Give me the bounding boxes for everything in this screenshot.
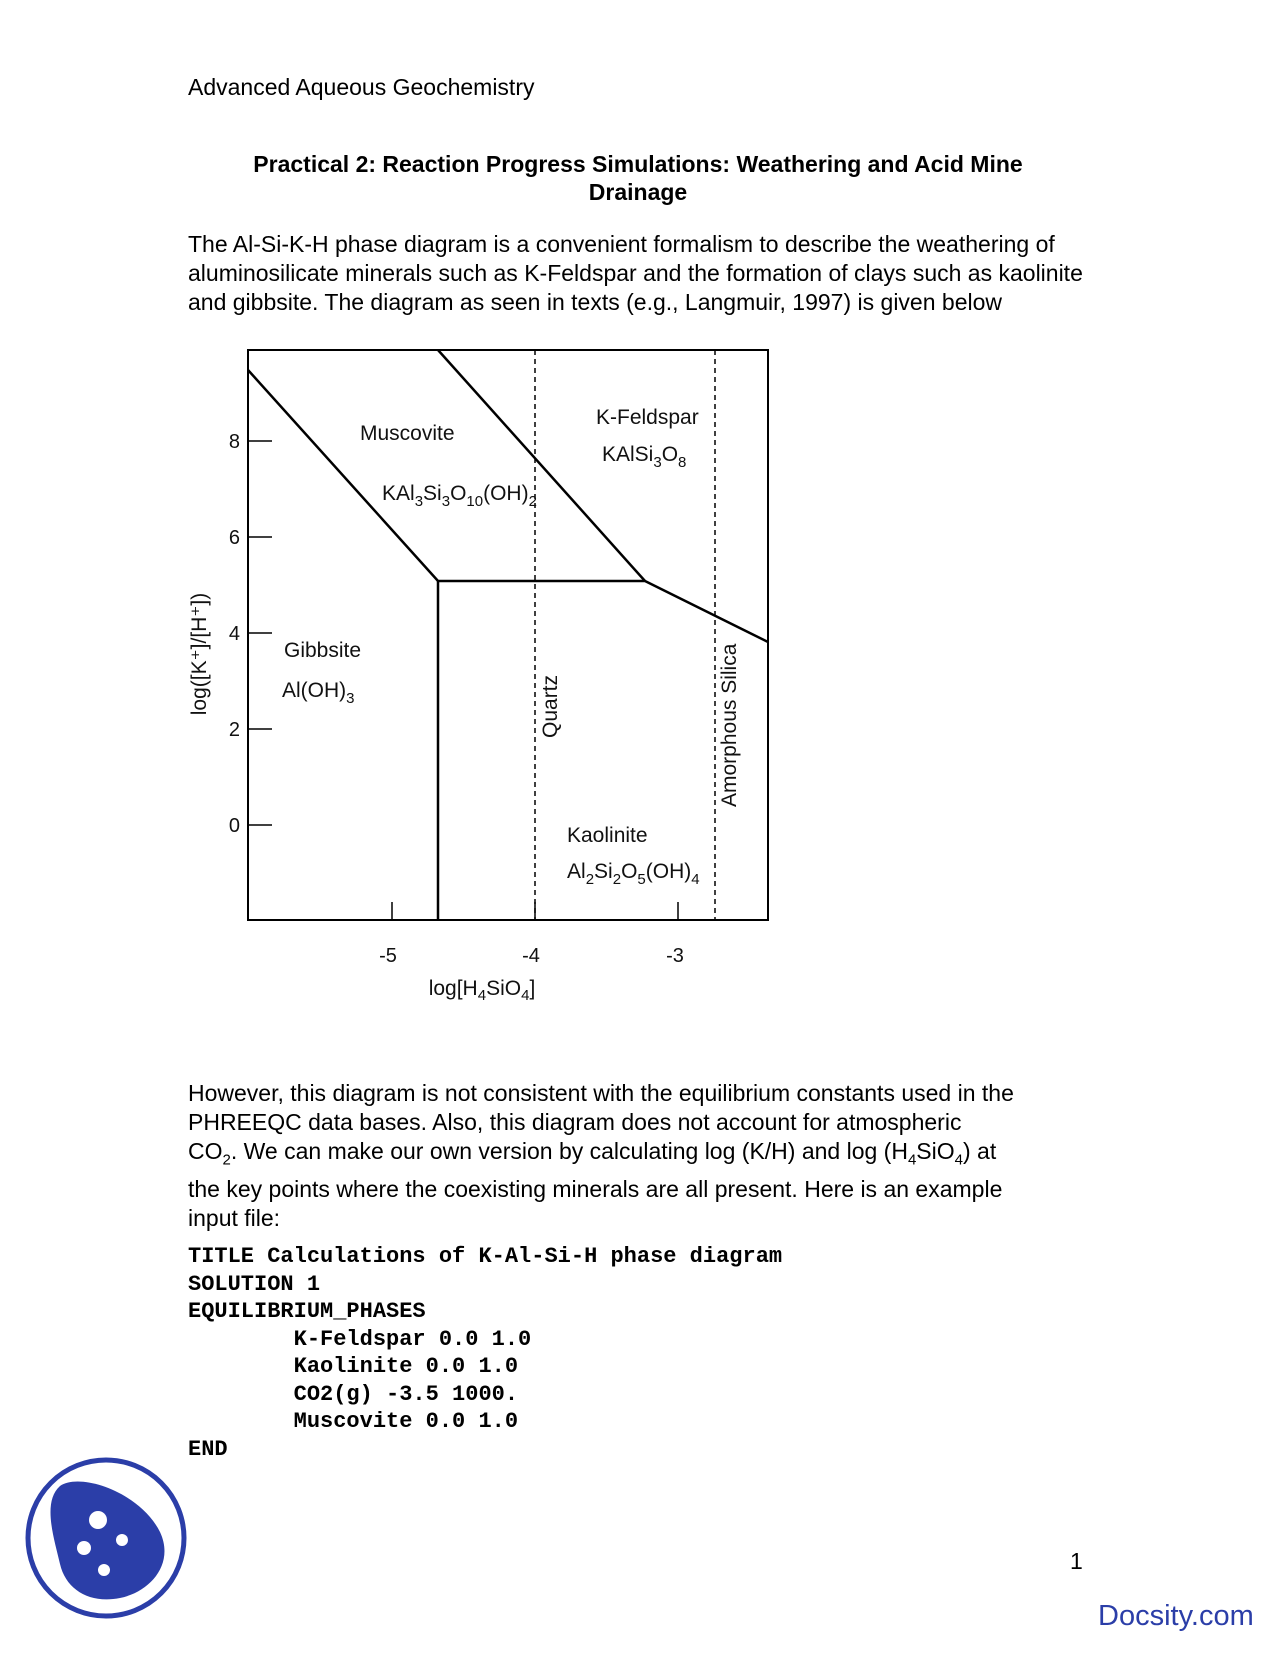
code-line: Muscovite 0.0 1.0 (188, 1409, 519, 1434)
y-tick-label-6: 6 (228, 527, 240, 549)
x-axis-label: log[H4SiO4] (428, 977, 536, 1004)
docsity-logo-icon (20, 1452, 192, 1624)
formula-muscovite: KAl3Si3O10(OH)2 (382, 482, 537, 510)
y-tick-label-0: 0 (228, 815, 240, 837)
outro-line-4: the key points where the coexisting minerals are all present. Here is an example (188, 1175, 1003, 1202)
outro-paragraph (188, 1079, 1108, 1233)
formula-kfeldspar: KAlSi3O8 (602, 443, 687, 471)
document-header: Advanced Aqueous Geochemistry (188, 74, 535, 100)
code-line: SOLUTION 1 (188, 1271, 321, 1297)
docsity-watermark[interactable]: Docsity.com (1098, 1600, 1254, 1632)
formula-kaolinite: Al2Si2O5(OH)4 (567, 860, 700, 888)
y-tick-label-2: 2 (228, 719, 240, 741)
page-number: 1 (1070, 1548, 1083, 1574)
outro-line-1: However, this diagram is not consistent with the equilibrium constants used in the (188, 1080, 1014, 1106)
phase-diagram (170, 350, 770, 1004)
code-line: TITLE Calculations of K-Al-Si-H phase diagram (188, 1244, 783, 1269)
phase-boundaries (248, 350, 768, 920)
outro-line-3: $CO_2$. We can make our own version by calculating log (K/H) and $\log (H_4SiO_4)$ at (188, 1138, 997, 1169)
y-tick-label-8: 8 (228, 431, 240, 453)
y-ticks (248, 441, 272, 825)
intro-paragraph: The Al-Si-K-H phase diagram is a convenient formalism to describe the weathering of aluminosilicate minerals such as K-Feldspar and the formation of clays such as kaolinite and gibbsite. The diagram as seen in texts (e.g., Langmuir, 1997) is given below (188, 231, 1083, 315)
x-tick-label-neg5: -5 (379, 945, 397, 967)
x-tick-label-neg4: -4 (522, 945, 540, 967)
code-line: K-Feldspar 0.0 1.0 (188, 1326, 532, 1352)
code-line: END (188, 1436, 228, 1462)
code-line: Kaolinite 0.0 1.0 (188, 1354, 519, 1379)
plot-frame (248, 350, 768, 920)
title-line-1: Practical 2: Reaction Progress Simulations: Weathering and Acid Mine (253, 151, 1023, 177)
y-axis-label: log([K⁺]/[H⁺]) (188, 592, 211, 716)
y-tick-label-4: 4 (228, 623, 240, 645)
region-label-muscovite: Muscovite (360, 422, 455, 445)
region-label-kaolinite: Kaolinite (567, 824, 648, 847)
x-tick-label-neg3: -3 (666, 945, 684, 967)
outro-line-2: PHREEQC data bases. Also, this diagram does not account for atmospheric (188, 1109, 962, 1135)
region-label-kfeldspar: K-Feldspar (596, 406, 699, 429)
quartz-line-label: Quartz (539, 674, 562, 738)
title-line-2: Drainage (588, 179, 688, 205)
phreeqc-input-code (188, 1243, 782, 1463)
code-line: CO2(g) -3.5 1000. (188, 1381, 519, 1407)
formula-gibbsite: Al(OH)3 (282, 679, 355, 707)
page-title (188, 150, 1088, 206)
amorphous-silica-line-label: Amorphous Silica (718, 643, 741, 807)
region-label-gibbsite: Gibbsite (284, 639, 362, 662)
code-line: EQUILIBRIUM_PHASES (188, 1299, 426, 1324)
outro-line-5: input file: (188, 1204, 281, 1231)
